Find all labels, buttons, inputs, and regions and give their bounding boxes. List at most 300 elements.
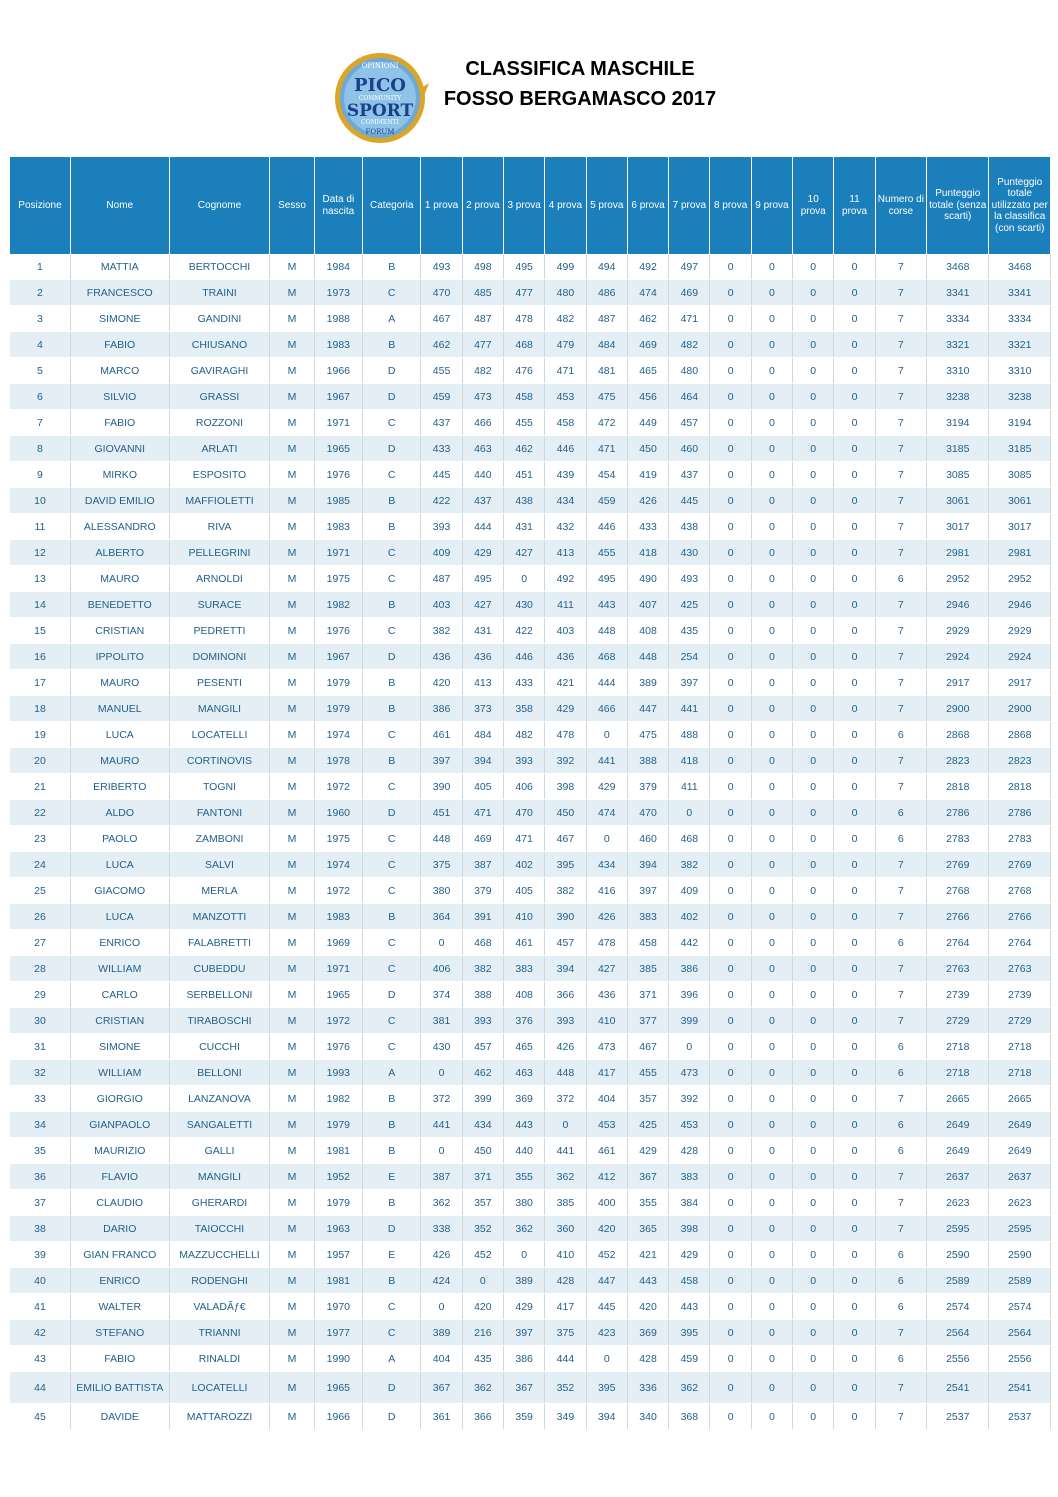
table-cell: 0 bbox=[751, 488, 792, 514]
table-cell: 428 bbox=[545, 1268, 586, 1294]
table-cell: 395 bbox=[669, 1320, 710, 1346]
table-cell: C bbox=[363, 618, 421, 644]
table-cell: 14 bbox=[10, 592, 70, 618]
table-cell: 404 bbox=[586, 1086, 627, 1112]
table-cell: 358 bbox=[504, 696, 545, 722]
table-cell: 6 bbox=[875, 1138, 926, 1164]
table-cell: 0 bbox=[793, 1268, 834, 1294]
table-cell: 440 bbox=[504, 1138, 545, 1164]
table-cell: 0 bbox=[793, 982, 834, 1008]
table-cell: 465 bbox=[504, 1034, 545, 1060]
table-cell: 470 bbox=[421, 280, 462, 306]
table-cell: 3194 bbox=[927, 410, 989, 436]
column-header: Nome bbox=[70, 157, 169, 254]
table-cell: E bbox=[363, 1242, 421, 1268]
table-cell: 437 bbox=[462, 488, 503, 514]
table-cell: 2946 bbox=[989, 592, 1051, 618]
table-cell: 0 bbox=[834, 566, 875, 592]
table-cell: 0 bbox=[751, 904, 792, 930]
column-header: 7 prova bbox=[669, 157, 710, 254]
table-cell: 411 bbox=[545, 592, 586, 618]
table-cell: 1972 bbox=[314, 1008, 362, 1034]
table-cell: 467 bbox=[421, 306, 462, 332]
table-cell: 0 bbox=[834, 1008, 875, 1034]
table-cell: 468 bbox=[669, 826, 710, 852]
table-cell: M bbox=[270, 748, 314, 774]
table-cell: 0 bbox=[751, 566, 792, 592]
table-cell: MANGILI bbox=[169, 696, 270, 722]
table-cell: 2768 bbox=[989, 878, 1051, 904]
table-row bbox=[10, 410, 1051, 436]
table-cell: 1967 bbox=[314, 384, 362, 410]
table-cell: 477 bbox=[462, 332, 503, 358]
table-cell: 478 bbox=[545, 722, 586, 748]
table-cell: 0 bbox=[793, 1294, 834, 1320]
table-cell: B bbox=[363, 1190, 421, 1216]
table-cell: 1979 bbox=[314, 696, 362, 722]
table-cell: 2556 bbox=[927, 1346, 989, 1372]
table-cell: 400 bbox=[586, 1190, 627, 1216]
table-cell: 495 bbox=[462, 566, 503, 592]
table-cell: 2924 bbox=[927, 644, 989, 670]
table-cell: 0 bbox=[710, 1346, 751, 1372]
table-cell: B bbox=[363, 748, 421, 774]
table-cell: 0 bbox=[834, 1294, 875, 1320]
table-cell: M bbox=[270, 774, 314, 800]
table-cell: 1960 bbox=[314, 800, 362, 826]
table-cell: GIAN FRANCO bbox=[70, 1242, 169, 1268]
table-cell: 385 bbox=[627, 956, 668, 982]
table-cell: B bbox=[363, 514, 421, 540]
table-cell: M bbox=[270, 1268, 314, 1294]
table-cell: 0 bbox=[793, 540, 834, 566]
table-cell: 0 bbox=[793, 436, 834, 462]
table-cell: 7 bbox=[875, 1086, 926, 1112]
table-cell: 340 bbox=[627, 1404, 668, 1430]
table-cell: 0 bbox=[504, 1242, 545, 1268]
table-cell: 0 bbox=[834, 722, 875, 748]
table-cell: 405 bbox=[462, 774, 503, 800]
table-cell: 464 bbox=[669, 384, 710, 410]
table-cell: 0 bbox=[793, 852, 834, 878]
table-cell: 0 bbox=[751, 514, 792, 540]
table-cell: M bbox=[270, 280, 314, 306]
table-cell: 436 bbox=[545, 644, 586, 670]
table-cell: 379 bbox=[627, 774, 668, 800]
table-cell: 2649 bbox=[989, 1112, 1051, 1138]
table-cell: 0 bbox=[793, 332, 834, 358]
table-cell: 0 bbox=[834, 1164, 875, 1190]
table-cell: 492 bbox=[627, 254, 668, 280]
table-cell: SALVI bbox=[169, 852, 270, 878]
table-cell: M bbox=[270, 410, 314, 436]
table-cell: C bbox=[363, 852, 421, 878]
table-cell: 0 bbox=[462, 1268, 503, 1294]
table-cell: DAVID EMILIO bbox=[70, 488, 169, 514]
table-cell: 44 bbox=[10, 1372, 70, 1404]
table-cell: 453 bbox=[586, 1112, 627, 1138]
table-cell: GIORGIO bbox=[70, 1086, 169, 1112]
table-cell: 2718 bbox=[927, 1060, 989, 1086]
table-cell: 17 bbox=[10, 670, 70, 696]
table-cell: D bbox=[363, 436, 421, 462]
column-header: Sesso bbox=[270, 157, 314, 254]
table-cell: B bbox=[363, 1086, 421, 1112]
table-cell: GAVIRAGHI bbox=[169, 358, 270, 384]
table-cell: 467 bbox=[627, 1034, 668, 1060]
table-cell: 455 bbox=[586, 540, 627, 566]
table-cell: 0 bbox=[421, 1138, 462, 1164]
table-cell: M bbox=[270, 852, 314, 878]
table-cell: 472 bbox=[586, 410, 627, 436]
table-cell: 448 bbox=[627, 644, 668, 670]
table-cell: 2556 bbox=[989, 1346, 1051, 1372]
table-cell: B bbox=[363, 696, 421, 722]
table-cell: 0 bbox=[793, 618, 834, 644]
table-cell: M bbox=[270, 462, 314, 488]
table-cell: M bbox=[270, 644, 314, 670]
table-cell: CRISTIAN bbox=[70, 618, 169, 644]
table-cell: 2823 bbox=[989, 748, 1051, 774]
table-cell: 0 bbox=[751, 592, 792, 618]
table-cell: 463 bbox=[504, 1060, 545, 1086]
table-cell: 369 bbox=[504, 1086, 545, 1112]
table-cell: C bbox=[363, 462, 421, 488]
table-cell: D bbox=[363, 1216, 421, 1242]
table-cell: ARNOLDI bbox=[169, 566, 270, 592]
table-cell: 447 bbox=[586, 1268, 627, 1294]
table-cell: 0 bbox=[793, 462, 834, 488]
table-row bbox=[10, 930, 1051, 956]
table-cell: M bbox=[270, 878, 314, 904]
table-cell: 385 bbox=[545, 1190, 586, 1216]
table-cell: 0 bbox=[834, 1346, 875, 1372]
table-cell: 11 bbox=[10, 514, 70, 540]
table-cell: LOCATELLI bbox=[169, 722, 270, 748]
table-cell: 482 bbox=[504, 722, 545, 748]
table-cell: 455 bbox=[504, 410, 545, 436]
table-cell: 451 bbox=[504, 462, 545, 488]
table-cell: C bbox=[363, 722, 421, 748]
table-row bbox=[10, 436, 1051, 462]
table-cell: 0 bbox=[710, 592, 751, 618]
table-cell: EMILIO BATTISTA bbox=[70, 1372, 169, 1404]
table-cell: 497 bbox=[669, 254, 710, 280]
table-cell: 0 bbox=[751, 748, 792, 774]
table-cell: 1974 bbox=[314, 722, 362, 748]
table-cell: 0 bbox=[710, 982, 751, 1008]
table-cell: 446 bbox=[504, 644, 545, 670]
table-cell: 387 bbox=[421, 1164, 462, 1190]
table-cell: 0 bbox=[710, 722, 751, 748]
table-cell: 460 bbox=[669, 436, 710, 462]
table-cell: 0 bbox=[710, 826, 751, 852]
table-cell: 1965 bbox=[314, 436, 362, 462]
table-cell: 425 bbox=[669, 592, 710, 618]
table-cell: 453 bbox=[669, 1112, 710, 1138]
table-cell: 7 bbox=[875, 436, 926, 462]
table-cell: 30 bbox=[10, 1008, 70, 1034]
table-cell: 393 bbox=[421, 514, 462, 540]
table-cell: 428 bbox=[627, 1346, 668, 1372]
table-cell: 394 bbox=[627, 852, 668, 878]
table-cell: 0 bbox=[710, 488, 751, 514]
table-cell: 0 bbox=[751, 930, 792, 956]
table-cell: 3194 bbox=[989, 410, 1051, 436]
table-cell: M bbox=[270, 254, 314, 280]
table-cell: 2823 bbox=[927, 748, 989, 774]
table-cell: 434 bbox=[462, 1112, 503, 1138]
table-cell: 0 bbox=[834, 826, 875, 852]
table-cell: 462 bbox=[462, 1060, 503, 1086]
table-cell: MARCO bbox=[70, 358, 169, 384]
table-cell: LOCATELLI bbox=[169, 1372, 270, 1404]
table-cell: DOMINONI bbox=[169, 644, 270, 670]
table-cell: 7 bbox=[875, 852, 926, 878]
table-cell: 7 bbox=[875, 540, 926, 566]
table-cell: 421 bbox=[627, 1242, 668, 1268]
table-cell: 6 bbox=[875, 930, 926, 956]
table-cell: 429 bbox=[504, 1294, 545, 1320]
table-cell: 338 bbox=[421, 1216, 462, 1242]
table-cell: 1974 bbox=[314, 852, 362, 878]
table-cell: 481 bbox=[586, 358, 627, 384]
table-cell: 437 bbox=[421, 410, 462, 436]
table-cell: 37 bbox=[10, 1190, 70, 1216]
table-cell: 3334 bbox=[989, 306, 1051, 332]
table-cell: 2868 bbox=[927, 722, 989, 748]
table-cell: 7 bbox=[875, 982, 926, 1008]
table-cell: 441 bbox=[545, 1138, 586, 1164]
table-cell: 2763 bbox=[927, 956, 989, 982]
table-cell: 0 bbox=[793, 384, 834, 410]
table-cell: 3017 bbox=[927, 514, 989, 540]
table-cell: 407 bbox=[627, 592, 668, 618]
table-cell: SILVIO bbox=[70, 384, 169, 410]
table-cell: 0 bbox=[834, 462, 875, 488]
table-cell: 430 bbox=[669, 540, 710, 566]
table-cell: DAVIDE bbox=[70, 1404, 169, 1430]
table-cell: 444 bbox=[586, 670, 627, 696]
table-cell: 0 bbox=[834, 540, 875, 566]
table-cell: 0 bbox=[751, 1008, 792, 1034]
table-cell: 406 bbox=[421, 956, 462, 982]
table-cell: B bbox=[363, 332, 421, 358]
table-cell: 397 bbox=[627, 878, 668, 904]
table-cell: 367 bbox=[504, 1372, 545, 1404]
table-cell: M bbox=[270, 1372, 314, 1404]
table-row bbox=[10, 1242, 1051, 1268]
table-cell: TAIOCCHI bbox=[169, 1216, 270, 1242]
table-cell: 454 bbox=[586, 462, 627, 488]
table-cell: 1971 bbox=[314, 956, 362, 982]
table-cell: 7 bbox=[875, 514, 926, 540]
table-cell: 0 bbox=[710, 1190, 751, 1216]
table-cell: 427 bbox=[462, 592, 503, 618]
table-cell: 0 bbox=[751, 280, 792, 306]
table-cell: 0 bbox=[710, 436, 751, 462]
table-cell: 445 bbox=[586, 1294, 627, 1320]
table-cell: 31 bbox=[10, 1034, 70, 1060]
table-cell: 2718 bbox=[927, 1034, 989, 1060]
table-cell: 1982 bbox=[314, 1086, 362, 1112]
table-cell: 372 bbox=[545, 1086, 586, 1112]
table-cell: 449 bbox=[627, 410, 668, 436]
table-cell: 458 bbox=[504, 384, 545, 410]
table-cell: 2818 bbox=[989, 774, 1051, 800]
column-header: 1 prova bbox=[421, 157, 462, 254]
table-cell: 2623 bbox=[927, 1190, 989, 1216]
table-cell: 468 bbox=[462, 930, 503, 956]
table-cell: 0 bbox=[834, 1112, 875, 1138]
table-cell: M bbox=[270, 1242, 314, 1268]
table-cell: LUCA bbox=[70, 904, 169, 930]
table-cell: 2981 bbox=[927, 540, 989, 566]
table-cell: 13 bbox=[10, 566, 70, 592]
table-cell: FANTONI bbox=[169, 800, 270, 826]
table-cell: 0 bbox=[669, 800, 710, 826]
table-cell: 0 bbox=[793, 1372, 834, 1404]
table-cell: 422 bbox=[504, 618, 545, 644]
table-cell: 0 bbox=[834, 358, 875, 384]
table-cell: 0 bbox=[834, 280, 875, 306]
table-cell: 0 bbox=[793, 1320, 834, 1346]
table-cell: CRISTIAN bbox=[70, 1008, 169, 1034]
table-cell: 434 bbox=[586, 852, 627, 878]
table-cell: 366 bbox=[462, 1404, 503, 1430]
table-cell: 416 bbox=[586, 878, 627, 904]
table-cell: 28 bbox=[10, 956, 70, 982]
table-cell: 0 bbox=[586, 826, 627, 852]
table-cell: 1981 bbox=[314, 1138, 362, 1164]
column-header: 2 prova bbox=[462, 157, 503, 254]
table-cell: 2769 bbox=[927, 852, 989, 878]
table-cell: 389 bbox=[421, 1320, 462, 1346]
table-cell: 469 bbox=[462, 826, 503, 852]
table-cell: 424 bbox=[421, 1268, 462, 1294]
table-cell: 462 bbox=[421, 332, 462, 358]
table-cell: 0 bbox=[421, 930, 462, 956]
table-cell: 0 bbox=[751, 1372, 792, 1404]
table-cell: 1975 bbox=[314, 826, 362, 852]
table-cell: 2595 bbox=[989, 1216, 1051, 1242]
table-cell: 43 bbox=[10, 1346, 70, 1372]
table-cell: 2649 bbox=[989, 1138, 1051, 1164]
table-cell: 0 bbox=[793, 254, 834, 280]
table-cell: 383 bbox=[669, 1164, 710, 1190]
table-cell: 394 bbox=[462, 748, 503, 774]
table-cell: 396 bbox=[669, 982, 710, 1008]
table-cell: 0 bbox=[834, 1138, 875, 1164]
table-cell: 436 bbox=[462, 644, 503, 670]
table-cell: MAFFIOLETTI bbox=[169, 488, 270, 514]
table-cell: 2818 bbox=[927, 774, 989, 800]
table-cell: 0 bbox=[793, 1112, 834, 1138]
table-cell: 371 bbox=[462, 1164, 503, 1190]
table-cell: M bbox=[270, 540, 314, 566]
table-cell: 2783 bbox=[927, 826, 989, 852]
table-cell: 15 bbox=[10, 618, 70, 644]
table-cell: 0 bbox=[834, 1372, 875, 1404]
table-cell: 1972 bbox=[314, 774, 362, 800]
table-cell: 7 bbox=[875, 748, 926, 774]
table-cell: 7 bbox=[875, 280, 926, 306]
table-cell: 369 bbox=[627, 1320, 668, 1346]
table-cell: 0 bbox=[834, 774, 875, 800]
table-cell: 390 bbox=[421, 774, 462, 800]
table-cell: C bbox=[363, 826, 421, 852]
table-cell: TRIANNI bbox=[169, 1320, 270, 1346]
column-header: 10 prova bbox=[793, 157, 834, 254]
table-cell: 418 bbox=[627, 540, 668, 566]
table-cell: 470 bbox=[504, 800, 545, 826]
table-cell: M bbox=[270, 1190, 314, 1216]
table-cell: SIMONE bbox=[70, 306, 169, 332]
table-cell: 3185 bbox=[927, 436, 989, 462]
table-cell: 446 bbox=[545, 436, 586, 462]
table-cell: 475 bbox=[627, 722, 668, 748]
table-cell: 0 bbox=[710, 280, 751, 306]
table-cell: 388 bbox=[627, 748, 668, 774]
table-cell: 474 bbox=[627, 280, 668, 306]
table-cell: 0 bbox=[751, 1346, 792, 1372]
table-cell: 367 bbox=[627, 1164, 668, 1190]
table-cell: 6 bbox=[875, 1268, 926, 1294]
table-cell: 478 bbox=[504, 306, 545, 332]
table-cell: GIANPAOLO bbox=[70, 1112, 169, 1138]
table-cell: 3341 bbox=[989, 280, 1051, 306]
column-header: 5 prova bbox=[586, 157, 627, 254]
table-row bbox=[10, 670, 1051, 696]
table-cell: 2590 bbox=[989, 1242, 1051, 1268]
table-cell: MANZOTTI bbox=[169, 904, 270, 930]
column-header: Data di nascita bbox=[314, 157, 362, 254]
table-cell: 371 bbox=[627, 982, 668, 1008]
table-cell: 417 bbox=[545, 1294, 586, 1320]
table-cell: 0 bbox=[586, 1346, 627, 1372]
table-cell: 1979 bbox=[314, 1112, 362, 1138]
table-cell: 0 bbox=[710, 1404, 751, 1430]
table-cell: MAURO bbox=[70, 670, 169, 696]
table-cell: 451 bbox=[421, 800, 462, 826]
pico-sport-logo bbox=[334, 50, 430, 146]
table-cell: 352 bbox=[462, 1216, 503, 1242]
table-cell: 254 bbox=[669, 644, 710, 670]
table-cell: 0 bbox=[710, 904, 751, 930]
table-cell: 1979 bbox=[314, 1190, 362, 1216]
table-cell: 216 bbox=[462, 1320, 503, 1346]
table-cell: 375 bbox=[545, 1320, 586, 1346]
table-cell: 0 bbox=[751, 1112, 792, 1138]
table-cell: 0 bbox=[710, 800, 751, 826]
table-cell: 7 bbox=[875, 696, 926, 722]
table-cell: 365 bbox=[627, 1216, 668, 1242]
table-cell: 1965 bbox=[314, 982, 362, 1008]
table-cell: 450 bbox=[462, 1138, 503, 1164]
table-cell: 2868 bbox=[989, 722, 1051, 748]
table-cell: 473 bbox=[669, 1060, 710, 1086]
table-cell: 393 bbox=[462, 1008, 503, 1034]
table-cell: 441 bbox=[669, 696, 710, 722]
table-cell: 441 bbox=[586, 748, 627, 774]
table-cell: 0 bbox=[793, 1216, 834, 1242]
table-cell: 7 bbox=[875, 358, 926, 384]
table-cell: 0 bbox=[751, 774, 792, 800]
table-cell: 466 bbox=[586, 696, 627, 722]
table-row bbox=[10, 1216, 1051, 1242]
table-cell: 397 bbox=[504, 1320, 545, 1346]
table-row bbox=[10, 956, 1051, 982]
